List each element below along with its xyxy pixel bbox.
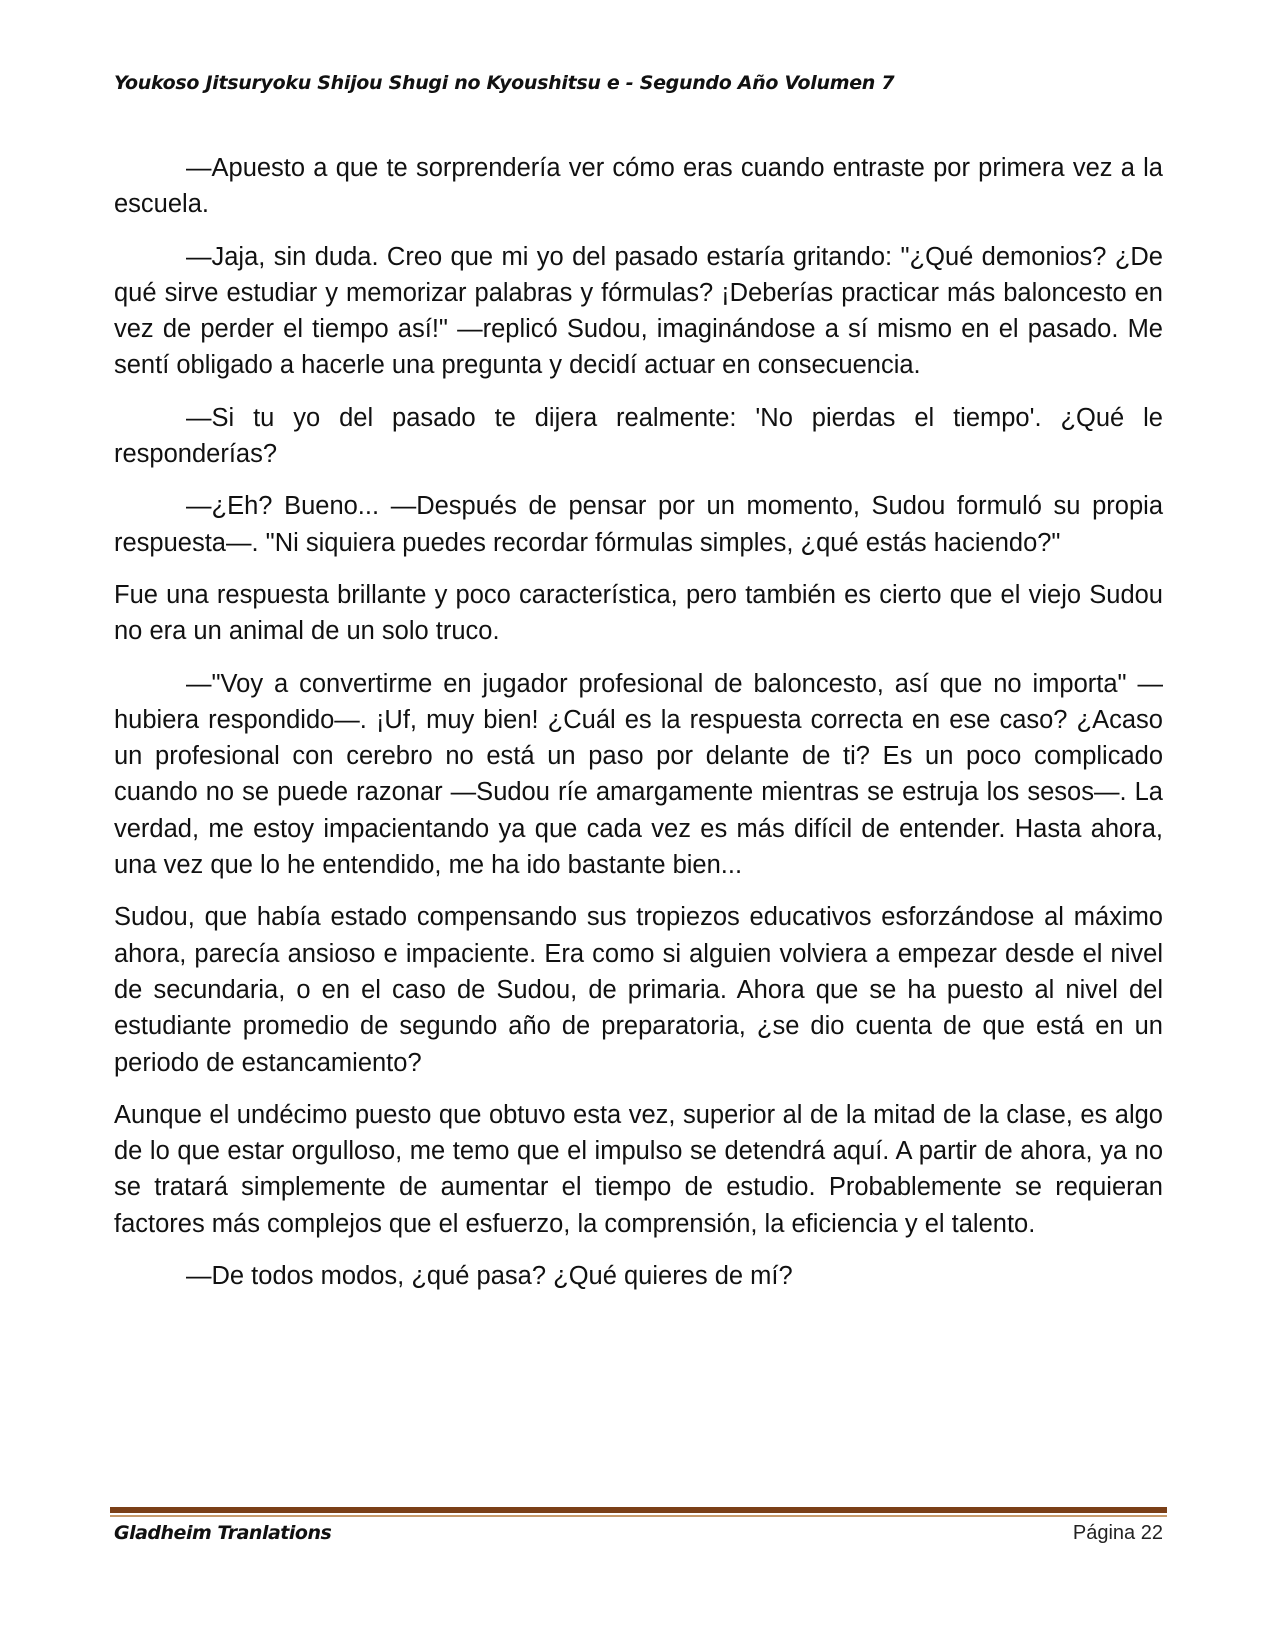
page-number-value: 22 xyxy=(1140,1522,1163,1544)
paragraph: —Apuesto a que te sorprendería ver cómo eras cuando entraste por primera vez a la escuela. xyxy=(114,154,1163,219)
paragraph: Sudou, que había estado compensando sus tropiezos educativos esforzándose al máximo ahora, parecía ansioso e impaciente. Era como si alguien volviera a empezar desde el nivel de secundaria, o en el caso de Sudou, de primaria. Ahora que se ha puesto al nivel del estudiante promedio de segundo año de preparatoria, ¿se dio cuenta de que está en un periodo de estancamiento? xyxy=(114,903,1163,1077)
page-number xyxy=(1073,1522,1163,1545)
footer-rule-accent xyxy=(110,1515,1167,1517)
running-header: Youkoso Jitsuryoku Shijou Shugi no Kyoushitsu e - Segundo Año Volumen 7 xyxy=(114,72,895,94)
footer-rule xyxy=(110,1507,1167,1513)
paragraph: —De todos modos, ¿qué pasa? ¿Qué quieres de mí? xyxy=(186,1262,793,1291)
paragraph: —Jaja, sin duda. Creo que mi yo del pasado estaría gritando: "¿Qué demonios? ¿De qué sirve estudiar y memorizar palabras y fórmulas? ¡Deberías practicar más baloncesto en vez de perder el tiempo así!" —replicó Sudou, imaginándose a sí mismo en el pasado. Me sentí obligado a hacerle una pregunta y decidí actuar en consecuencia. xyxy=(114,242,1163,380)
paragraph: Aunque el undécimo puesto que obtuvo esta vez, superior al de la mitad de la clase, es algo de lo que estar orgulloso, me temo que el impulso se detendrá aquí. A partir de ahora, ya no se tratará simplemente de aumentar el tiempo de estudio. Probablemente se requieran factores más complejos que el esfuerzo, la comprensión, la eficiencia y el talento. xyxy=(114,1100,1163,1238)
footer-credit: Gladheim Tranlations xyxy=(114,1522,332,1544)
page-label: Página xyxy=(1072,1522,1136,1544)
paragraph: Fue una respuesta brillante y poco característica, pero también es cierto que el viejo Sudou no era un animal de un solo truco. xyxy=(114,580,1163,646)
paragraph: —¿Eh? Bueno... —Después de pensar por un momento, Sudou formuló su propia respuesta—. "Ni siquiera puedes recordar fórmulas simples, ¿qué estás haciendo?" xyxy=(114,492,1163,557)
paragraph: —Si tu yo del pasado te dijera realmente: 'No pierdas el tiempo'. ¿Qué le responderías? xyxy=(114,403,1163,469)
paragraph: —"Voy a convertirme en jugador profesional de baloncesto, así que no importa" —hubiera respondido—. ¡Uf, muy bien! ¿Cuál es la respuesta correcta en ese caso? ¿Acaso un profesional con cerebro no está un paso por delante de ti? Es un poco complicado cuando no se puede razonar —Sudou ríe amargamente mientras se estruja los sesos—. La verdad, me estoy impacientando ya que cada vez es más difícil de entender. Hasta ahora, una vez que lo he entendido, me ha ido bastante bien... xyxy=(114,669,1163,880)
body-text xyxy=(114,150,1163,1310)
